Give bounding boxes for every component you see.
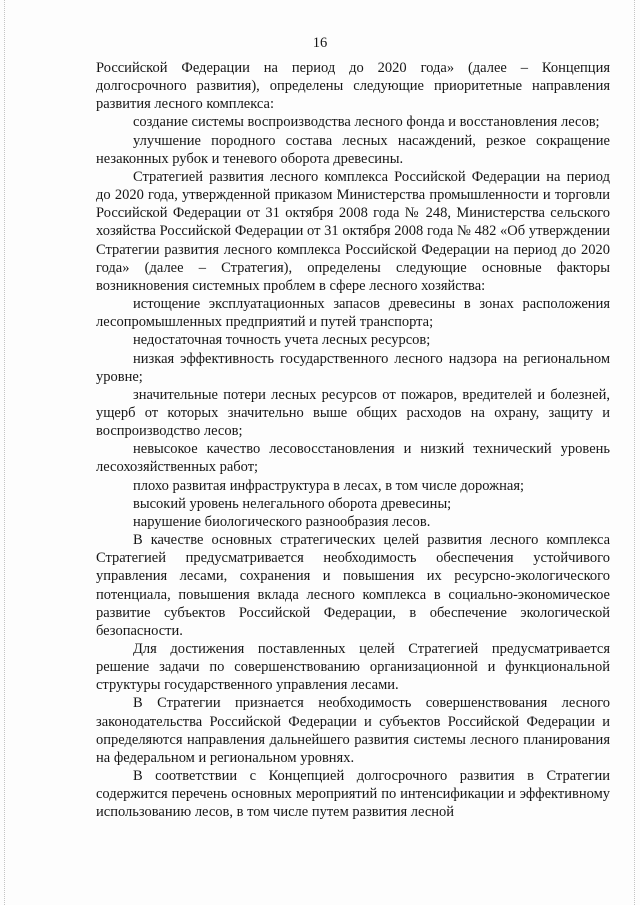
paragraph: В качестве основных стратегических целей развития лесного комплекса Стратегией предусматривается необходимость обеспечения устойчивого управления лесами, сохранения и повышения их ресурсно-экологического потенциала, повышения вклада лесного комплекса в социально-экономическое развитие субъектов Российской Федерации, в обеспечение экологической безопасности. — [96, 532, 610, 639]
paragraph: В Стратегии признается необходимость совершенствования лесного законодательства Российской Федерации и субъектов Российской Федерации и определяются направления дальнейшего развития системы лесного планирования на федеральном и региональном уровнях. — [96, 695, 610, 766]
list-item: истощение эксплуатационных запасов древесины в зонах расположения лесопромышленных предприятий и путей транспорта; — [96, 296, 610, 331]
paragraph: Стратегией развития лесного комплекса Российской Федерации на период до 2020 года, утвержденной приказом Министерства промышленности и торговли Российской Федерации от 31 октября 2008 года № 248, Министерства сельского хозяйства Российской Федерации от 31 октября 2008 года № 482 «Об утверждении Стратегии развития лесного комплекса Российской Федерации на период до 2020 года» (далее – Стратегия), определены следующие основные факторы возникновения системных проблем в сфере лесного хозяйства: — [96, 168, 610, 294]
list-item: высокий уровень нелегального оборота древесины; — [133, 495, 452, 512]
scan-right-edge — [634, 0, 636, 905]
list-item: недостаточная точность учета лесных ресурсов; — [133, 332, 431, 349]
scan-left-edge — [4, 0, 6, 905]
list-item: улучшение породного состава лесных насаждений, резкое сокращение незаконных рубок и теневого оборота древесины. — [96, 132, 610, 167]
list-item: создание системы воспроизводства лесного фонда и восстановления лесов; — [133, 114, 600, 131]
list-item: нарушение биологического разнообразия лесов. — [133, 513, 431, 530]
list-item: плохо развитая инфраструктура в лесах, в том числе дорожная; — [133, 477, 525, 494]
document-body — [96, 59, 610, 822]
list-item: низкая эффективность государственного лесного надзора на региональном уровне; — [96, 350, 610, 385]
page-number: 16 — [312, 35, 328, 51]
paragraph: В соответствии с Концепцией долгосрочного развития в Стратегии содержится перечень основных мероприятий по интенсификации и эффективному использованию лесов, в том числе путем развития лесной — [96, 768, 610, 821]
paragraph: Для достижения поставленных целей Стратегией предусматривается решение задачи по совершенствованию организационной и функциональной структуры государственного управления лесами. — [96, 641, 610, 694]
paragraph: Российской Федерации на период до 2020 года» (далее – Концепция долгосрочного развития), определены следующие приоритетные направления развития лесного комплекса: — [96, 60, 610, 113]
list-item: невысокое качество лесовосстановления и низкий технический уровень лесохозяйственных работ; — [96, 441, 610, 476]
list-item: значительные потери лесных ресурсов от пожаров, вредителей и болезней, ущерб от которых значительно выше общих расходов на охрану, защиту и воспроизводство лесов; — [96, 386, 610, 440]
